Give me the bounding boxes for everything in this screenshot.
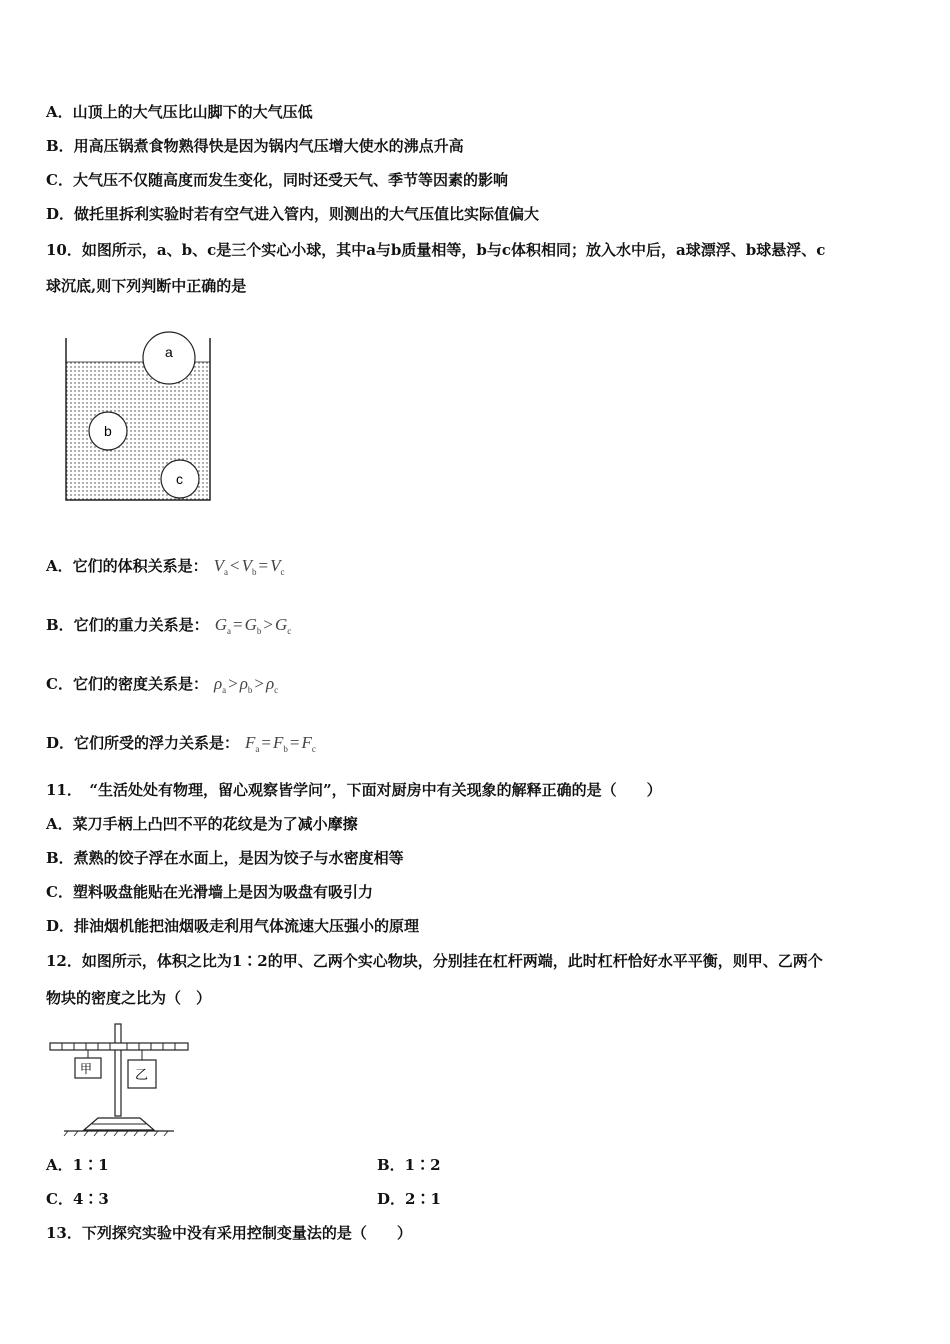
q11-option-d: D．排油烟机能把油烟吸走利用气体流速大压强小的原理 bbox=[46, 917, 420, 935]
q12-stem-line2: 物块的密度之比为（ ） bbox=[46, 989, 212, 1007]
q10-option-c bbox=[46, 674, 278, 700]
block-right-label: 乙 bbox=[135, 1067, 149, 1082]
q12-option-b: B．1∶2 bbox=[377, 1156, 441, 1174]
q9-option-c: C．大气压不仅随高度而发生变化，同时还受天气、季节等因素的影响 bbox=[46, 171, 508, 189]
q11-option-a: A．菜刀手柄上凸凹不平的花纹是为了减小摩擦 bbox=[46, 815, 358, 833]
q10-figure-container bbox=[58, 330, 218, 508]
q10-option-a-label: A．它们的体积关系是： bbox=[46, 557, 208, 575]
lever-post bbox=[115, 1024, 121, 1116]
block-left-label: 甲 bbox=[80, 1062, 93, 1076]
q10-option-d-formula: $F_a = F_b = F_c$ bbox=[245, 733, 316, 754]
q10-option-b bbox=[46, 615, 291, 641]
q10-option-d-label: D．它们所受的浮力关系是： bbox=[46, 734, 240, 752]
q12-option-a: A．1∶1 bbox=[46, 1156, 109, 1174]
q11-option-c: C．塑料吸盘能贴在光滑墙上是因为吸盘有吸引力 bbox=[46, 883, 373, 901]
ball-c-label: c bbox=[176, 471, 183, 487]
lever-bar bbox=[50, 1043, 188, 1050]
q10-option-b-label: B．它们的重力关系是： bbox=[46, 616, 209, 634]
q12-lever-figure bbox=[46, 1020, 196, 1138]
q12-option-d: D．2∶1 bbox=[377, 1190, 441, 1208]
q10-option-c-label: C．它们的密度关系是： bbox=[46, 675, 208, 693]
q9-option-a: A．山顶上的大气压比山脚下的大气压低 bbox=[46, 103, 313, 121]
q10-option-a-formula: $V_a < V_b = V_c$ bbox=[213, 556, 285, 577]
q12-option-c: C．4∶3 bbox=[46, 1190, 109, 1208]
q12-stem-line1: 12．如图所示，体积之比为1∶2的甲、乙两个实心物块，分别挂在杠杆两端，此时杠杆恰好水平平衡，则甲、乙两个 bbox=[46, 952, 823, 970]
q10-stem-line1: 10．如图所示，a、b、c是三个实心小球，其中a与b质量相等，b与c体积相同；放入水中后，a球漂浮、b球悬浮、c bbox=[46, 241, 826, 259]
q10-option-a bbox=[46, 556, 285, 582]
ball-b-label: b bbox=[104, 423, 112, 439]
q10-option-b-formula: $G_a = G_b > G_c$ bbox=[214, 615, 292, 636]
q13-stem: 13．下列探究实验中没有采用控制变量法的是（ ） bbox=[46, 1224, 412, 1242]
q11-option-b: B．煮熟的饺子浮在水面上，是因为饺子与水密度相等 bbox=[46, 849, 404, 867]
q10-option-d bbox=[46, 733, 316, 759]
q10-stem-line2: 球沉底,则下列判断中正确的是 bbox=[46, 277, 247, 295]
q9-option-d: D．做托里拆利实验时若有空气进入管内，则测出的大气压值比实际值偏大 bbox=[46, 205, 540, 223]
ball-a-label: a bbox=[165, 344, 173, 360]
q9-option-b: B．用高压锅煮食物熟得快是因为锅内气压增大使水的沸点升高 bbox=[46, 137, 464, 155]
q11-stem: 11． “生活处处有物理，留心观察皆学问”，下面对厨房中有关现象的解释正确的是（ ） bbox=[46, 781, 662, 799]
q10-option-c-formula: $\rho_a > \rho_b > \rho_c$ bbox=[213, 674, 279, 695]
